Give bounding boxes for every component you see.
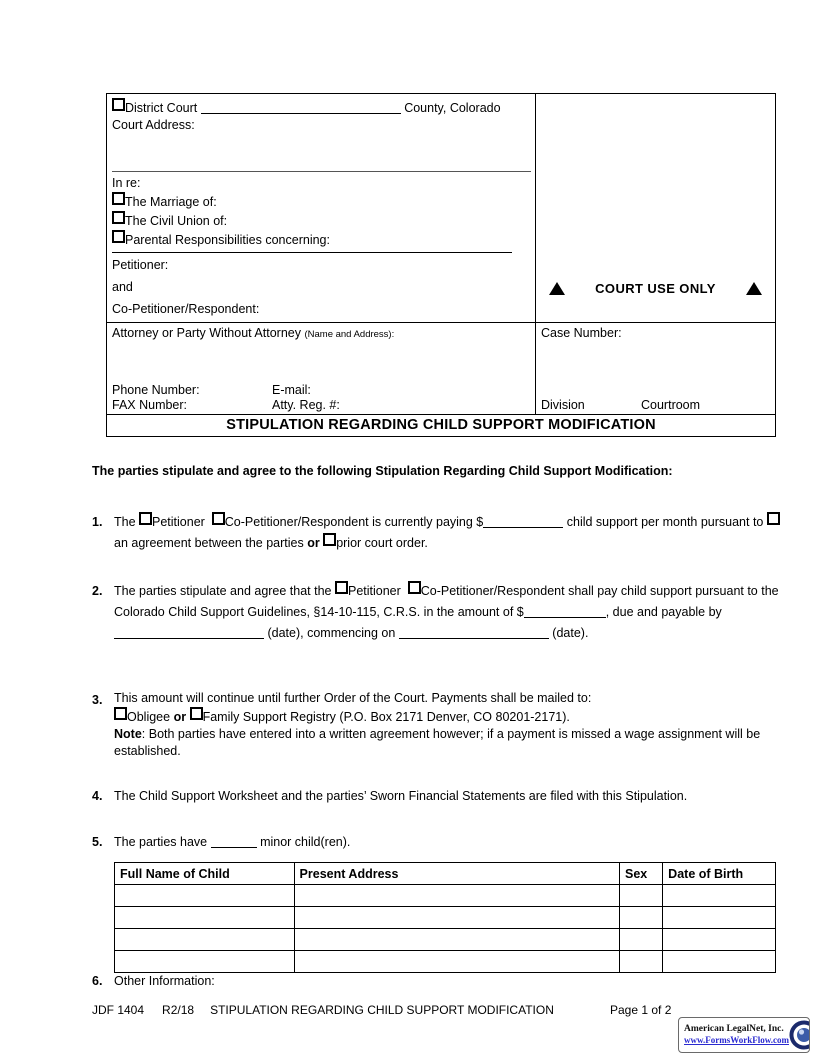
item-2-opt1: Petitioner (347, 584, 401, 598)
item-3-body (114, 690, 782, 760)
caption-box (106, 93, 776, 437)
caption-divider (112, 171, 531, 172)
cell-full-name[interactable] (115, 907, 295, 929)
marriage-label: The Marriage of: (125, 195, 217, 209)
case-number-label: Case Number: (541, 326, 622, 340)
division-courtroom-row (541, 398, 700, 413)
item2-date1-blank[interactable] (114, 626, 264, 639)
item-3-opt2: Family Support Registry (P.O. Box 2171 Denver, CO 80201-2171). (202, 710, 570, 724)
item-3-number: 3. (92, 693, 103, 707)
cell-sex[interactable] (620, 951, 663, 973)
cell-sex[interactable] (620, 885, 663, 907)
item1-agreement-checkbox[interactable] (767, 512, 780, 525)
item-4-body: The Child Support Worksheet and the parties’ Sworn Financial Statements are filed with this Stipulation. (114, 789, 688, 803)
attorney-note: (Name and Address): (304, 329, 395, 340)
footer-page-number: Page 1 of 2 (610, 1003, 672, 1017)
civil-union-label: The Civil Union of: (125, 214, 228, 228)
item-2-body (114, 581, 782, 644)
header-full-name: Full Name of Child (115, 863, 295, 885)
attorney-input-area[interactable] (112, 342, 531, 383)
cell-full-name[interactable] (115, 951, 295, 973)
co-petitioner-label: Co-Petitioner/Respondent: (112, 302, 260, 316)
cell-full-name[interactable] (115, 885, 295, 907)
table-row (115, 885, 776, 907)
civil-union-checkbox[interactable] (112, 211, 125, 224)
item-6 (92, 973, 782, 989)
district-court-label: District Court (125, 101, 198, 115)
form-title-bar: STIPULATION REGARDING CHILD SUPPORT MODIFICATION (107, 414, 775, 436)
attorney-label: Attorney or Party Without Attorney (112, 326, 301, 340)
attorney-row (107, 322, 775, 414)
petitioner-label: Petitioner: (112, 258, 169, 272)
header-date-of-birth: Date of Birth (663, 863, 776, 885)
cell-present-address[interactable] (294, 885, 619, 907)
footer-form-title: STIPULATION REGARDING CHILD SUPPORT MODIFICATION (210, 1003, 554, 1017)
cell-date-of-birth[interactable] (663, 907, 776, 929)
table-row (115, 951, 776, 973)
in-re-marriage-row[interactable] (112, 192, 531, 211)
item-3-note (114, 726, 782, 760)
item-2-date1: (date), commencing on (267, 626, 396, 640)
item-2-t2: shall pay child support pursuant to the Colorado Child Support Guidelines, §14-10-115, C.R.S. in the amount of $ (114, 584, 779, 619)
item-5-t1: The parties have (114, 835, 211, 849)
footer-revision: R2/18 (162, 1003, 195, 1017)
item-4 (92, 786, 782, 807)
header-sex: Sex (620, 863, 663, 885)
court-info-cell (107, 94, 536, 322)
item-2-number: 2. (92, 584, 103, 598)
court-use-only-label: COURT USE ONLY (595, 281, 716, 296)
in-re-civil-union-row[interactable] (112, 211, 531, 230)
case-number-cell (536, 323, 775, 414)
triangle-left-icon (549, 282, 565, 295)
item-1-t2: is currently paying $ (368, 515, 484, 529)
footer (92, 1003, 782, 1017)
item1-petitioner-checkbox[interactable] (139, 512, 152, 525)
court-address-input-area[interactable] (112, 133, 531, 171)
in-re-label: In re: (112, 176, 141, 190)
caption-top-row (107, 94, 775, 322)
item-1-opt2: Co-Petitioner/Respondent (224, 515, 369, 529)
children-table (114, 862, 776, 973)
in-re-parental-row[interactable] (112, 230, 531, 249)
item-3-or: or (173, 710, 187, 724)
item-1-or: or (307, 536, 320, 550)
triangle-right-icon (746, 282, 762, 295)
item1-co-petitioner-checkbox[interactable] (212, 512, 225, 525)
item-3-note-text: : Both parties have entered into a written agreement however; if a payment is missed a wage assignment will be established. (114, 727, 761, 758)
fax-reg-row (112, 398, 531, 413)
item-5 (92, 832, 782, 853)
children-table-header-row (115, 863, 776, 885)
logo-company-name: American LegalNet, Inc. (684, 1024, 784, 1034)
item2-petitioner-checkbox[interactable] (335, 581, 348, 594)
county-blank[interactable] (201, 101, 401, 114)
table-row (115, 907, 776, 929)
intro-paragraph: The parties stipulate and agree to the following Stipulation Regarding Child Support Modification: (92, 464, 673, 478)
item-1-opt4: prior court order. (336, 536, 428, 550)
in-re-name-blank[interactable] (112, 251, 512, 253)
item2-date2-blank[interactable] (399, 626, 549, 639)
item-2-opt2: Co-Petitioner/Respondent (420, 584, 565, 598)
item-3 (92, 690, 782, 760)
item-2 (92, 581, 782, 644)
item-1-opt3: an agreement between the parties (114, 536, 304, 550)
item-4-number: 4. (92, 789, 103, 803)
cell-present-address[interactable] (294, 951, 619, 973)
item2-co-petitioner-checkbox[interactable] (408, 581, 421, 594)
cell-sex[interactable] (620, 907, 663, 929)
phone-email-row (112, 383, 531, 398)
item-6-number: 6. (92, 974, 103, 988)
item2-amount-blank[interactable] (524, 605, 606, 618)
court-address-label: Court Address: (112, 118, 195, 132)
cell-present-address[interactable] (294, 907, 619, 929)
item-3-opt1: Obligee (127, 710, 171, 724)
parental-responsibilities-checkbox[interactable] (112, 230, 125, 243)
item3-obligee-checkbox[interactable] (114, 707, 127, 720)
item-5-body (114, 832, 782, 853)
table-row (115, 929, 776, 951)
item-1-line-1 (114, 512, 782, 554)
legalnet-swirl-icon (789, 1020, 810, 1050)
item5-count-blank[interactable] (211, 835, 257, 848)
item-5-number: 5. (92, 835, 103, 849)
header-present-address: Present Address (294, 863, 619, 885)
item-2-date2: (date). (552, 626, 589, 640)
item-5-t2: minor child(ren). (256, 835, 351, 849)
attorney-cell (107, 323, 536, 414)
district-court-line (112, 98, 531, 116)
footer-form-id: JDF 1404 (92, 1003, 145, 1017)
item-2-t1: The parties stipulate and agree that the (114, 584, 335, 598)
item-3-note-label: Note (114, 727, 142, 741)
item-1 (92, 512, 782, 554)
and-label: and (112, 280, 133, 294)
division-label: Division (541, 398, 585, 412)
item-1-opt1: Petitioner (152, 515, 205, 529)
cell-present-address[interactable] (294, 929, 619, 951)
item1-prior-order-checkbox[interactable] (323, 533, 336, 546)
item3-fsr-checkbox[interactable] (190, 707, 203, 720)
logo-url[interactable]: www.FormsWorkFlow.com (684, 1035, 789, 1045)
item-3-line-1: This amount will continue until further Order of the Court. Payments shall be mailed to: (114, 691, 592, 705)
cell-date-of-birth[interactable] (663, 929, 776, 951)
court-use-only-cell (536, 94, 775, 322)
district-court-checkbox[interactable] (112, 98, 125, 111)
phone-label: Phone Number: (112, 383, 200, 397)
item-2-text (114, 581, 782, 644)
court-use-only-banner (536, 281, 775, 296)
item1-amount-blank[interactable] (483, 515, 563, 528)
item-1-t3: child support per month pursuant to (563, 515, 767, 529)
email-label: E-mail: (272, 383, 311, 397)
courtroom-label: Courtroom (641, 398, 701, 412)
item-2-t3: , due and payable by (605, 605, 722, 619)
in-re-block (112, 174, 531, 249)
atty-reg-label: Atty. Reg. #: (272, 398, 340, 412)
attorney-heading (112, 326, 531, 342)
cell-sex[interactable] (620, 929, 663, 951)
cell-date-of-birth[interactable] (663, 951, 776, 973)
item-6-body: Other Information: (114, 974, 215, 988)
fax-label: FAX Number: (112, 398, 188, 412)
county-state-label: County, Colorado (404, 101, 501, 115)
logo-text-block (684, 1024, 789, 1046)
cell-date-of-birth[interactable] (663, 885, 776, 907)
cell-full-name[interactable] (115, 929, 295, 951)
parental-responsibilities-label: Parental Responsibilities concerning: (125, 233, 330, 247)
american-legalnet-logo[interactable] (678, 1017, 810, 1053)
item-1-number: 1. (92, 515, 103, 529)
item-1-body (114, 512, 782, 554)
item-3-line-2 (114, 707, 782, 726)
item-1-t1: The (114, 515, 140, 529)
marriage-checkbox[interactable] (112, 192, 125, 205)
